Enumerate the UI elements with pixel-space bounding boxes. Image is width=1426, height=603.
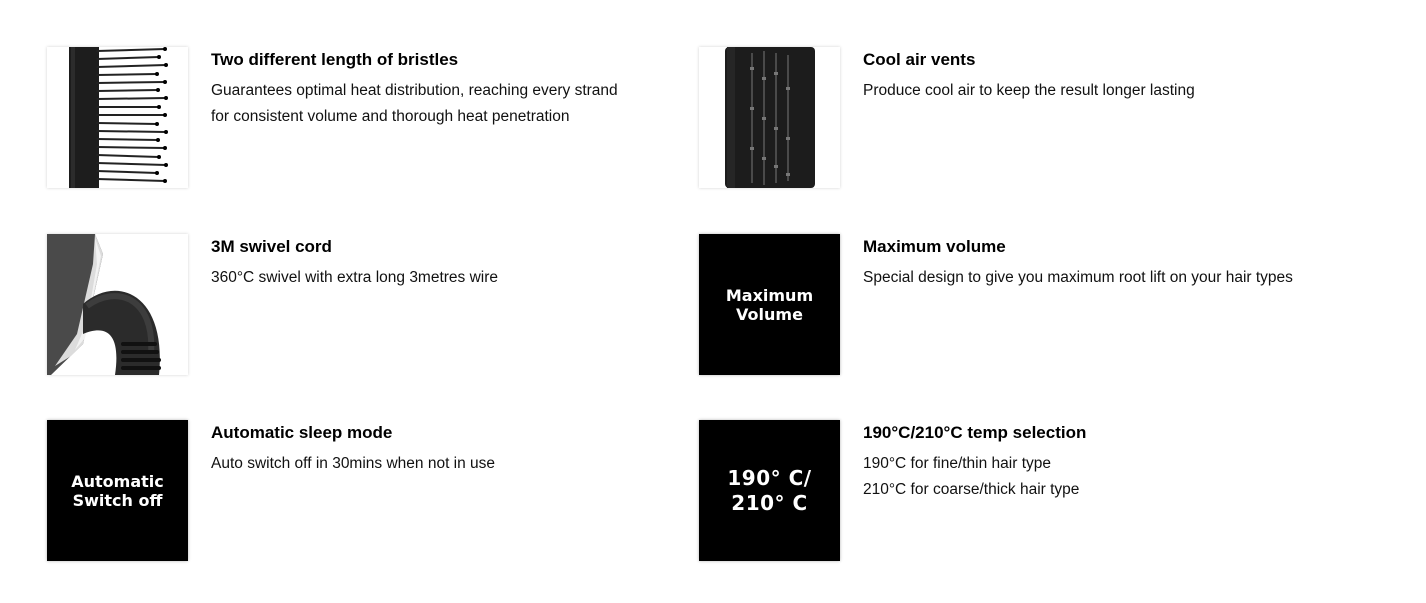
description-line: for consistent volume and thorough heat penetration xyxy=(211,108,570,125)
feature-description xyxy=(211,451,691,477)
feature-title: 3M swivel cord xyxy=(211,237,332,256)
description-line: Guarantees optimal heat distribution, reaching every strand xyxy=(211,82,618,99)
feature-text xyxy=(863,234,1343,291)
bristles-icon xyxy=(47,47,188,188)
feature-text xyxy=(863,420,1343,503)
description-line: 360°C swivel with extra long 3metres wire xyxy=(211,269,499,286)
feature-title: Cool air vents xyxy=(863,50,976,69)
feature-text xyxy=(211,234,691,291)
badge-label: 190° C/ 210° C xyxy=(727,465,812,515)
feature-title: Automatic sleep mode xyxy=(211,423,393,442)
feature-description xyxy=(211,78,691,130)
description-line: Special design to give you maximum root lift on your hair types xyxy=(863,269,1293,286)
feature-description xyxy=(211,265,691,291)
air-vents-image xyxy=(699,47,840,188)
maximum-volume-badge xyxy=(699,234,840,375)
feature-temp-selection xyxy=(699,420,1349,562)
description-line: 190°C for fine/thin hair type xyxy=(863,455,1051,472)
feature-automatic-sleep-mode xyxy=(47,420,697,562)
feature-title: Two different length of bristles xyxy=(211,50,459,69)
description-line: Produce cool air to keep the result longer lasting xyxy=(863,82,1195,99)
badge-label: Automatic Switch off xyxy=(71,471,164,510)
swivel-cord-image xyxy=(47,234,188,375)
feature-cool-air-vents xyxy=(699,47,1349,189)
temperature-badge xyxy=(699,420,840,561)
feature-swivel-cord xyxy=(47,234,697,376)
feature-description xyxy=(863,265,1343,291)
feature-text xyxy=(211,47,691,130)
feature-description xyxy=(863,78,1343,104)
automatic-switch-off-badge xyxy=(47,420,188,561)
feature-text xyxy=(211,420,691,477)
description-line: Auto switch off in 30mins when not in use xyxy=(211,455,496,472)
swivel-cord-icon xyxy=(47,234,188,375)
bristles-image xyxy=(47,47,188,188)
description-line: 210°C for coarse/thick hair type xyxy=(863,481,1080,498)
feature-bristles xyxy=(47,47,697,189)
badge-label: Maximum Volume xyxy=(725,285,814,324)
feature-title: Maximum volume xyxy=(863,237,1006,256)
feature-description xyxy=(863,451,1343,503)
air-vents-icon xyxy=(699,47,840,188)
feature-title: 190°C/210°C temp selection xyxy=(863,423,1087,442)
feature-maximum-volume xyxy=(699,234,1349,376)
feature-text xyxy=(863,47,1343,104)
